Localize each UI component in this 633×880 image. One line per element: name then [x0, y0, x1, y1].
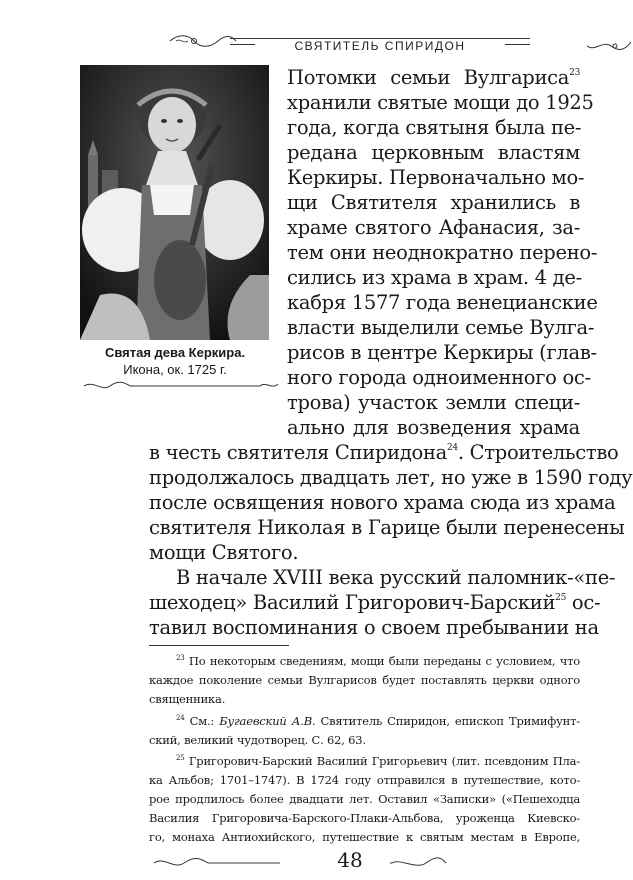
body-line: года, когда святыня была пе-: [287, 116, 582, 139]
caption-divider-ornament: [80, 378, 280, 394]
footnote-24-line: $^{24}$ См.: Бугаевский А.В. Святитель Спиридон, епископ Тримифунт-: [176, 714, 580, 728]
body-line: продолжалось двадцать лет, но уже в 1590 году: [149, 466, 633, 489]
page-number: 48: [310, 848, 390, 872]
body-line: тем они неоднократно перено-: [287, 241, 598, 264]
footnote-23-line: каждое поколение семьи Вулгарисов будет поставлять церкви одного: [149, 673, 580, 687]
body-line: храме святого Афанасия, за-: [287, 216, 580, 239]
body-line: святителя Николая в Гарице были перенесены: [149, 516, 625, 539]
body-line: хранили святые мощи до 1925: [287, 91, 594, 114]
footnote-ref: 23: [569, 68, 580, 78]
footnote-ref: 25: [555, 593, 567, 603]
footnote-ref: 24: [447, 443, 458, 453]
body-line: редана церковным властям: [287, 141, 580, 164]
body-line: тавил воспоминания о своем пребывании на: [149, 616, 599, 639]
footnote-24-line: ский, великий чудотворец. С. 62, 63.: [149, 733, 366, 747]
body-line: кабря 1577 года венецианские: [287, 291, 598, 314]
body-line: в честь святителя Спиридона$^{24}$. Строительство: [149, 441, 619, 464]
footnote-25-line: го, монаха Антиохийского, путешествие к святым местам в Европе,: [149, 830, 580, 844]
body-line: мощи Святого.: [149, 541, 299, 564]
body-line: рисов в центре Керкиры (глав-: [287, 341, 597, 364]
image-caption-subtitle: Икона, ок. 1725 г.: [123, 362, 227, 377]
body-line: трова) участок земли специ-: [287, 391, 580, 414]
footer-ornament: [150, 852, 450, 874]
body-line: В начале XVIII века русский паломник-«пе-: [176, 566, 616, 589]
body-line: Потомки семьи Вулгариса$^{23}$: [287, 66, 580, 89]
body-line: ально для возведения храма: [287, 416, 580, 439]
flourish-right-ornament: [585, 36, 633, 54]
portrait-image: [80, 65, 269, 340]
saint-kerkyra-icon-painting: [80, 65, 269, 340]
body-line: сились из храма в храм. 4 де-: [287, 266, 582, 289]
body-line: ного города одноименного ос-: [287, 366, 591, 389]
body-line: Керкиры. Первоначально мо-: [287, 166, 585, 189]
footnote-25-line: $^{25}$ Григорович-Барский Василий Григорьевич (лит. псевдоним Пла-: [176, 754, 580, 768]
footnote-25-line: Василия Григоровича-Барского-Плаки-Альбова, уроженца Киевско-: [149, 811, 580, 825]
image-caption-title: Святая дева Керкира.: [104, 345, 246, 360]
footnote-23-line: $^{23}$ По некоторым сведениям, мощи были переданы с условием, что: [176, 654, 580, 668]
running-title: СВЯТИТЕЛЬ СПИРИДОН: [255, 39, 505, 53]
footnote-rule: [149, 645, 289, 646]
running-header: [80, 30, 540, 58]
body-line: щи Святителя хранились в: [287, 191, 580, 214]
body-line: после освящения нового храма сюда из храма: [149, 491, 616, 514]
body-line: власти выделили семье Вулга-: [287, 316, 595, 339]
flourish-left-ornament: [168, 32, 238, 50]
footnote-25-line: рое продлилось более двадцати лет. Оставил «Записки» («Пешеходца: [149, 792, 580, 806]
body-line: шеходец» Василий Григорович-Барский$^{25}$ ос-: [149, 591, 601, 614]
footnote-23-line: священника.: [149, 692, 226, 706]
footnote-25-line: ка Альбов; 1701–1747). В 1724 году отправился в путешествие, кото-: [149, 773, 580, 787]
